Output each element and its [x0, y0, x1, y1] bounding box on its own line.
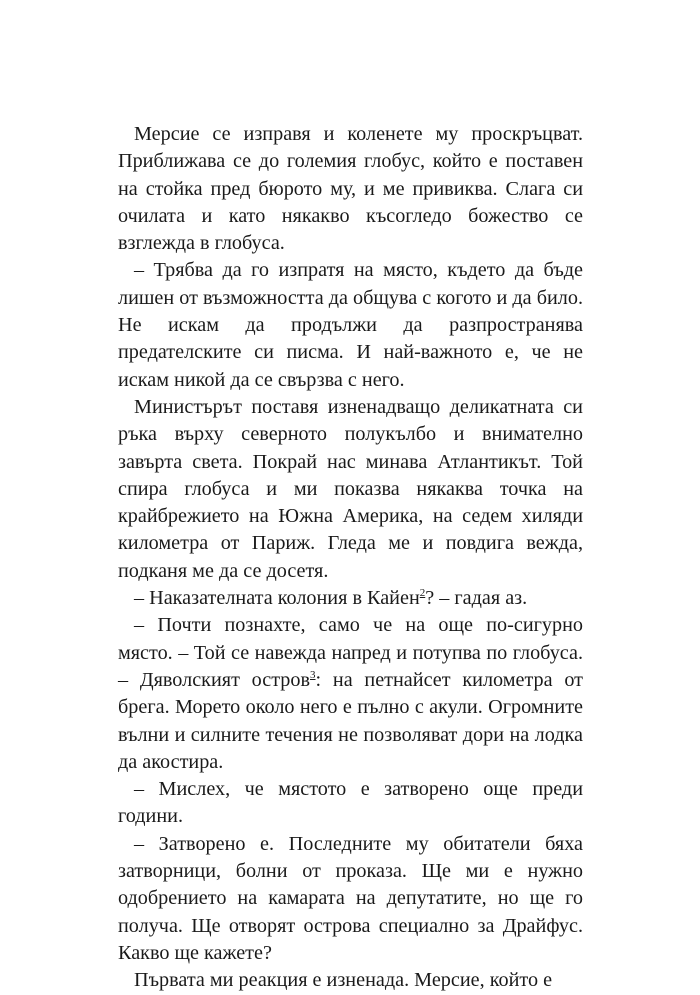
paragraph-mercier-stands: Мерсие се изправя и коленете му проскръцват. Приближава се до големия глобус, който е поставен на стойка пред бюрото му, и ме привиква. Слага си очилата и като някакво късогледо божество се взглежда в глобуса. — [118, 123, 583, 255]
paragraph-first-reaction: Първата ми реакция е изненада. Мерсие, който е — [134, 969, 553, 992]
footnote-ref-2[interactable]: 2 — [419, 587, 426, 600]
paragraph-dialogue-lepers: – Затворено е. Последните му обитатели бяха затворници, болни от проказа. Ще ми е нужно одобрението на камарата на депутатите, но ще го получа. Ще отворят острова специално за Драйфус. Какво ще кажете? — [118, 832, 583, 964]
dialogue-text-after: ? – гадая аз. — [425, 587, 528, 610]
paragraph-dialogue-send-away: – Трябва да го изпратя на място, където да бъде лишен от възможността да общува с когото и да било. Не искам да продължи да разпространява предателските си писма. И най-важното е, че не искам никой да се свързва с него. — [118, 259, 583, 391]
footnote-ref-3[interactable]: 3 — [310, 668, 316, 681]
dialogue-text-before: – Почти познахте, само че на още по-сигурно място. – Той се навежда напред и потупва по глобуса. – Дяволският остров — [118, 614, 583, 691]
paragraph-dialogue-cayenne — [118, 585, 583, 612]
paragraph-dialogue-closed: – Мислех, че мястото е затворено още преди години. — [118, 778, 583, 828]
paragraph-dialogue-devils-island — [118, 612, 583, 776]
dialogue-text-before: – Наказателната колония в Кайен — [134, 587, 420, 610]
paragraph-globe-turn: Министърът поставя изненадващо деликатната си ръка върху северното полукълбо и внимателно завърта света. Покрай нас минава Атлантикът. Той спира глобуса и ми показва някаква точка на крайбрежието на Южна Америка, на седем хиляди километра от Париж. Гледа ме и повдига вежда, подканя ме да се досетя. — [118, 395, 583, 582]
body-text — [118, 121, 583, 995]
dialogue-text-after: : на петнайсет километра от брега. Морето около него е пълно с акули. Огромните вълни и силните течения не позволяват дори на лодка да акостира. — [118, 668, 583, 773]
